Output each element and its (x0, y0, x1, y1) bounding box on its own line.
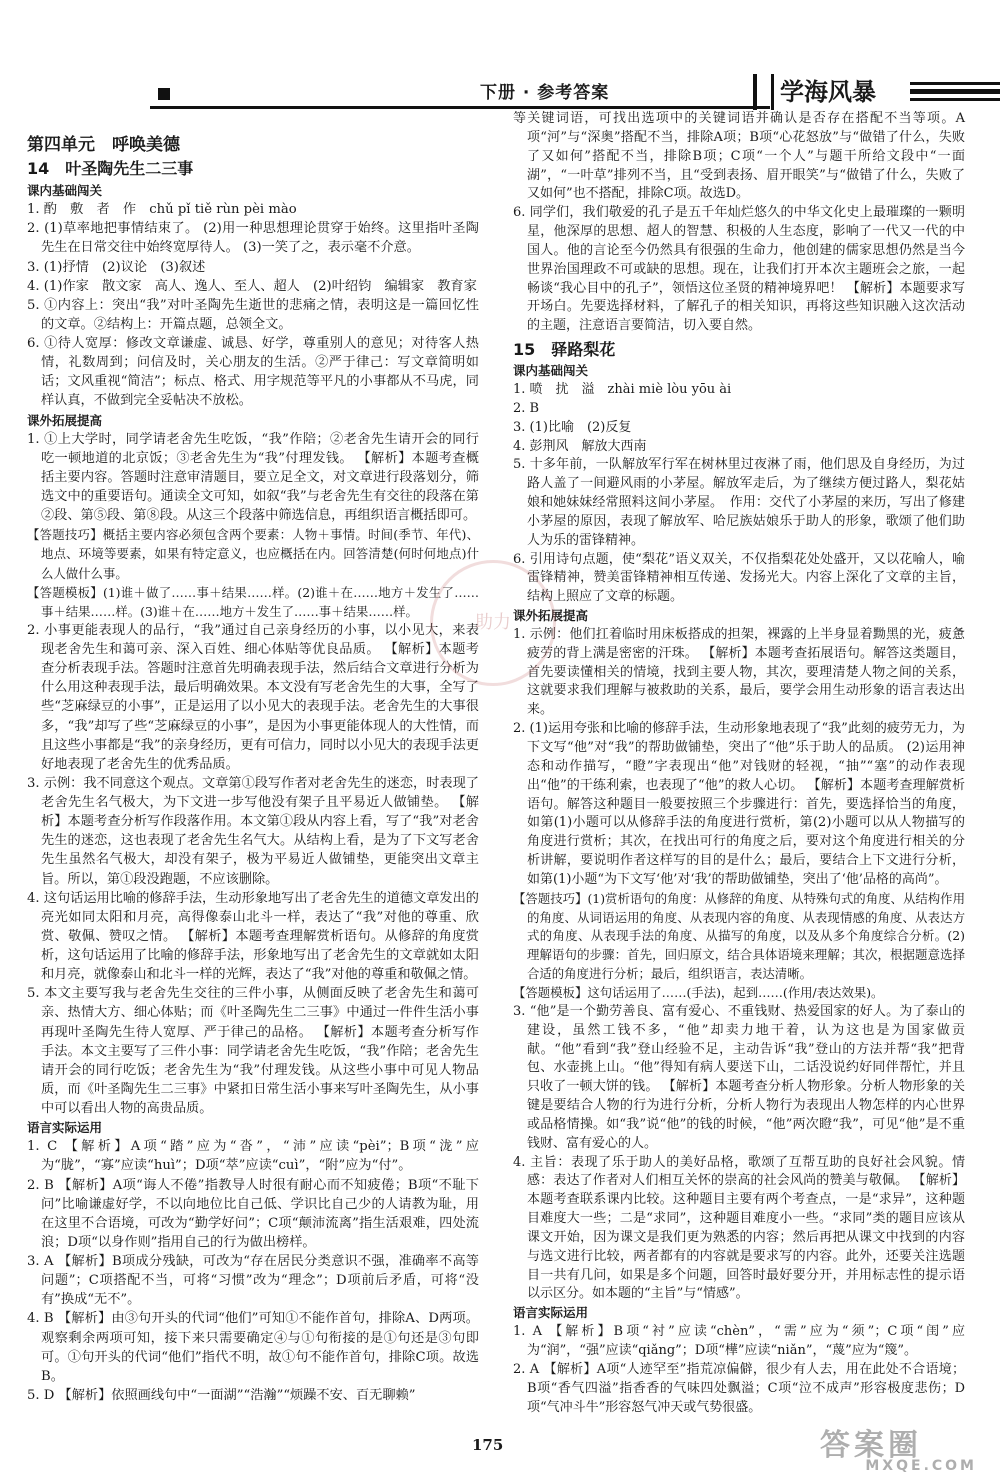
answer-item: 2. A 【解析】A项“人迹罕至”指荒凉偏僻，很少有人去，用在此处不合语境；B项“香气四溢”指香香的气味四处飘溢；C项“泣不成声”形容极度悲伤；D项“气冲斗牛”形容怒气冲天或气势很盛。 (513, 1361, 965, 1415)
answer-item: 3. “他”是一个勤劳善良、富有爱心、不重钱财、热爱国家的好人。为了泰山的建设，虽然工钱不多，“他”却卖力地干着，认为这也是为国家做贡献。“他”看到“我”登山经验不足，主动告诉“我”登山的方法并帮“我”把背包、水壶挑上山。“他”得知有病人要送下山，二话没说约好同伴帮忙，并且只收了一顿大饼的钱。 【解析】本题考查分析人物形象。分析人物形象的关键是要结合人物的行为进行分析，分析人物行为表现出人物怎样的内心世界或品格情操。如“我”说“他”的钱的时候，“他”两次瞪“我”，可见“他”是不重钱财、富有爱心的人。 (513, 1003, 965, 1151)
answer-item: 2. (1)运用夸张和比喻的修辞手法，生动形象地表现了“我”此刻的疲劳无力，为下文写“他”对“我”的帮助做铺垫，突出了“他”乐于助人的品质。 (2)运用神态和动作描写，“瞪”字表现出“他”对钱财的轻视，“抽”“塞”的动作表现出“他”的干练利索，也表现了“他”的救人心切。 【解析】本题考查理解赏析语句。解答这种题目一般要按照三个步骤进行：首先，要选择恰当的角度，如第(1)小题可以从修辞手法的角度进行赏析，第(2)小题可以从人物描写的角度进行赏析；其次，在找出可行的角度之后，要对这个角度进行相关的分析讲解，要说明作者这样写的目的是什么；最后，要结合上下文进行分析，如第(1)小题“为下文写‘他’对‘我’的帮助做铺垫，突出了‘他’品格的高尚”。 (513, 721, 965, 887)
answer-item: 2. (1)草率地把事情结束了。 (2)用一种思想理论贯穿于始终。这里指叶圣陶先生在日常交往中始终宽厚待人。 (3)一笑了之，表示毫不介意。 (27, 221, 479, 256)
answer-item: 1. 酌 敷 者 作 chǔ pǐ tiě rùn pèi mào (27, 202, 297, 218)
section-heading: 课内基础闯关 (27, 183, 103, 198)
lesson-title: 15 驿路梨花 (513, 340, 616, 360)
answer-item: 5. D 【解析】依照画线句中“一面湖”“浩瀚”“烦躁不安、百无聊赖” (27, 1387, 416, 1403)
answer-item: 5. 十多年前，一队解放军行军在树林里过夜淋了雨，他们思及自身经历，为过路人盖了一间避风雨的小茅屋。解放军走后，为了继续方便过路人，梨花姑娘和她妹妹经常照料这间小茅屋。 作用：交代了小茅屋的来历，写出了修建小茅屋的原因，表现了解放军、哈尼族姑娘乐于助人的形象，歌颂了他们助人为乐的雷锋精神。 (513, 457, 965, 548)
continued-answers (513, 110, 965, 336)
brand-rule (910, 89, 1000, 94)
left-sections (27, 181, 479, 1405)
answer-item: 6. 引用诗句点题，使“梨花”语义双关，不仅指梨花处处盛开，又以花喻人，喻雷锋精神，赞美雷锋精神相互传递、发扬光大。内容上深化了文章的主旨，结构上照应了文章的标题。 (513, 551, 965, 605)
answer-item: 3. A 【解析】B项成分残缺，可改为“存在居民分类意识不强，准确率不高等问题”；C项搭配不当，可将“习惯”改为“理念”；D项前后矛盾，可将“没有”换成“无不”。 (27, 1254, 479, 1308)
watermark-logo (820, 1420, 985, 1474)
answer-item: 1. ①上大学时，同学请老舍先生吃饭，“我”作陪；②老舍先生请开会的同行吃一顿地道的北京饭；③老舍先生为“我”付理发钱。 【解析】本题考查概括主要内容。答题时注意审清题目，要立足全文，对文章进行段落划分，筛选文中的重要语句。通读全文可知，如叙“我”与老舍先生有交往的段落在第②段、第⑤段、第⑧段。从这三个段落中筛选信息，再组织语言概括即可。 (27, 431, 479, 524)
unit-title: 第四单元 呼唤美德 (27, 135, 180, 155)
answer-item: 4. 彭荆风 解放大西南 (513, 438, 647, 454)
answer-item: 3. (1)抒情 (2)议论 (3)叙述 (27, 259, 206, 275)
watermark-text: 答案圈 (820, 1428, 922, 1463)
lesson-title: 14 叶圣陶先生二三事 (27, 159, 194, 178)
header-title: 下册 · 参考答案 (480, 83, 610, 103)
section-heading: 课外拓展提高 (27, 412, 103, 428)
answer-item: 1. 喷 扰 溢 zhài miè lòu yōu ài (513, 381, 732, 397)
page-number: 175 (472, 1436, 504, 1454)
answer-item: 3. 示例：我不同意这个观点。文章第①段写作者对老舍先生的迷恋，时表现了老舍先生名气极大，为下文进一步写他没有架子且平易近人做铺垫。 【解析】本题考查分析写作段落作用。本文第①段从内容上看，写了“我”对老舍先生的迷恋，这也表现了老舍先生名气大。从结构上看，是为了下文写老舍先生虽然名气极大，却没有架子，极为平易近人做铺垫，更能突出文章主旨。所以，第①段没跑题，不应该删除。 (27, 775, 479, 887)
right-sections (513, 362, 965, 1417)
answer-item: 【答题技巧】概括主要内容必须包含两个要素：人物＋事情。时间(季节、年代)、地点、环境等要素，如果有特定意义，也应概括在内。回答清楚(何时何地点)什么人做什么事。 (27, 527, 479, 581)
answer-item: 2. B (513, 400, 540, 416)
answer-item: 3. (1)比喻 (2)反复 (513, 419, 632, 435)
answer-item: 4. 主旨：表现了乐于助人的美好品格，歌颂了互帮互助的良好社会风貌。情感：表达了作者对人们相互关怀的崇高的社会风尚的赞美与敬佩。 【解析】本题考查联系课内比较。这种题目主要有两个考查点，一是“求异”，这种题目难度大一些；二是“求同”，这种题目难度小一些。“求同”类的题目应该从课文开始，因为课文是我们更为熟悉的内容；然后再把从课文中找到的内容与选文进行比较，两者都有的内容就是要求写的内容。此外，还要关注选题目一共有几问，如果是多个问题，回答时最好要分开，并用标志性的提示语以示区分。如本题的“主旨”与“情感”。 (513, 1154, 965, 1302)
brand-rule (910, 98, 1000, 101)
answer-item: 5. ①内容上：突出“我”对叶圣陶先生逝世的悲痛之情，表明这是一篇回忆性的文章。②结构上：开篇点题，总领全文。 (27, 297, 479, 332)
answer-item: 2. B 【解析】A项“诲人不倦”指教导人时很有耐心而不知疲倦；B项“不耻下问”比喻谦虚好学，不以向地位比自己低、学识比自己少的人请教为耻，用在这里不合语境，可改为“勤学好问”；C项“颠沛流离”指生活艰难，四处流浪；D项“以身作则”指用自己的行为做出榜样。 (27, 1177, 479, 1250)
header-bars-icon (753, 74, 774, 110)
section-heading: 语言实际运用 (27, 1120, 103, 1136)
header-square-icon (158, 88, 170, 100)
answer-item: 【答题模板】(1)谁＋做了……事＋结果……样。(2)谁＋在……地方＋发生了……事＋结果……样。(3)谁＋在……地方＋发生了……事＋结果……样。 (27, 584, 479, 619)
answer-item: 1. 示例：他们扛着临时用床板搭成的担架，裸露的上半身显着黝黑的光，疲惫疲劳的背上满是密密的汗珠。 【解析】本题考查拓展语句。解答这类题目，首先要读懂相关的情境，找到主要人物，其次，要理清楚人物之间的关系，这就要求我们理解与被救助的关系，最后，要学会用生动形象的语言表达出来。 (513, 626, 965, 718)
watermark-url: MXQE.COM (865, 1458, 977, 1474)
answer-item: 【答题模板】这句话运用了……(手法)，起到……(作用/表达效果)。 (513, 984, 884, 1000)
section-heading: 课内基础闯关 (513, 363, 589, 379)
answer-item: 2. 小事更能表现人的品行，“我”通过自己亲身经历的小事，以小见大，来表现老舍先生和蔼可亲、深入百姓、细心体贴等优良品质。 【解析】本题考查分析表现手法。答题时注意首先明确表现手法，然后结合文章进行分析为什么用这种表现手法，最后明确效果。本文没有写老舍先生的大事，全写了些“芝麻绿豆的小事”，正是运用了以小见大的表现手法。老舍先生的大事很多，“我”却写了些“芝麻绿豆的小事”，是因为小事更能体现人的大性情，而且这些小事都是“我”的亲身经历，更有可信力，同时以小见大的表现手法更好地表现了老舍先生的优秀品质。 (27, 622, 479, 772)
answer-item: 等关键词语，可找出选项中的关键词语并确认是否存在搭配不当等项。A项“河”与“深奥”搭配不当，排除A项；B项“心花怒放”与“做错了什么，失败了又如何”搭配不当，排除B项；C项“一个人”与题干所给文段中“一面湖”，“一叶草”排列不当，且“受到表扬、眉开眼笑”与“做错了什么，失败了又如何”也不搭配，排除C项。故选D。 (513, 111, 965, 202)
answer-item: 4. B 【解析】由③句开头的代词“他们”可知①不能作首句，排除A、D两项。观察剩余两项可知，接下来只需要确定④与①句衔接的是①句还是③句即可。①句开头的代词“他们”指代不明，故①句不能作首句，排除C项。故选B。 (27, 1311, 479, 1384)
section-heading: 语言实际运用 (513, 1305, 589, 1321)
brand-logo: 学海风暴 (780, 78, 876, 106)
section-heading: 课外拓展提高 (513, 608, 589, 624)
faded-stamp: 助力 (430, 560, 556, 686)
answer-item: 1. C 【解析】A项“踏”应为“沓”，“沛”应读“pèi”；B项“泷”应为“胧”，“寡”应读“huì”；D项“萃”应读“cuì”，“附”应为“付”。 (27, 1139, 479, 1174)
answer-item: 4. (1)作家 散文家 高人、逸人、至人、超人 (2)叶绍钧 编辑家 教育家 (27, 278, 477, 294)
answer-item: 【答题技巧】(1)赏析语句的角度：从修辞的角度、从特殊句式的角度、从结构作用的角度、从词语运用的角度、从表现内容的角度、从表现情感的角度、从表达方式的角度、从表现手法的角度、从描写的角度，以及从多个角度综合分析。(2)理解语句的步骤：首先，回归原文，结合具体语境来理解；其次，根据题意选择合适的角度进行分析；最后，组织语言，表达清晰。 (513, 890, 965, 982)
right-column (513, 110, 965, 1417)
header-rule (150, 106, 770, 109)
answer-item: 6. ①待人宽厚：修改文章谦虚、诚恳、好学，尊重别人的意见；对待客人热情，礼数周到；问信及时，关心朋友的生活。②严于律己：写文章简明如话；文风重视“简洁”；标点、格式、用字规范等平凡的小事都从不马虎，同样认真，不做到完全妥帖决不放松。 (27, 336, 479, 409)
answer-item: 1. A 【解析】B项“衬”应读“chèn”，“需”应为“须”；C项“闺”应为“润”，“强”应读“qiǎng”；D项“樺”应读“niǎn”，“蔑”应为“篾”。 (513, 1324, 965, 1358)
answer-item: 6. 同学们，我们敬爱的孔子是五千年灿烂悠久的中华文化史上最璀璨的一颗明星，他深厚的思想、超人的智慧、积极的人生态度，影响了一代又一代的中国人。他的言论至今仍然具有很强的生命力，他创建的儒家思想仍然是当今世界治国理政不可或缺的思想。现在，让我们打开本次主题班会之旅，一起畅谈“我心目中的孔子”，领悟这位圣贤的精神境界吧！ 【解析】本题要求写开场白。先要选择材料，了解孔子的相关知识，再将这些知识融入这次活动的主题，注意语言要简洁，切入要自然。 (513, 205, 965, 334)
answer-item: 4. 这句话运用比喻的修辞手法，生动形象地写出了老舍先生的道德文章发出的亮光如同太阳和月亮，高得像泰山北斗一样，表达了“我”对他的尊重、欣赏、敬佩、赞叹之情。 【解析】本题考查理解赏析语句。从修辞的角度赏析，这句话运用了比喻的修辞手法，形象地写出了老舍先生的文章就如太阳和月亮，就像泰山和北斗一样的光辉，表达了“我”对他的尊重和敬佩之情。 (27, 890, 479, 983)
brand-rule (910, 82, 1000, 85)
answer-item: 5. 本文主要写我与老舍先生交往的三件小事，从侧面反映了老舍先生和蔼可亲、热情大方、细心体贴；而《叶圣陶先生二三事》中通过一件件生活小事再现叶圣陶先生待人宽厚、严于律己的品格。 【解析】本题考查分析写作手法。本文主要写了三件小事：同学请老舍先生吃饭，“我”作陪；老舍先生请开会的同行吃饭；老舍先生为“我”付理发钱。从这些小事中可见人物品质，而《叶圣陶先生二三事》中紧扣日常生活小事来写叶圣陶先生，从小事中可以看出人物的高贵品质。 (27, 986, 479, 1116)
left-column (27, 133, 479, 1405)
